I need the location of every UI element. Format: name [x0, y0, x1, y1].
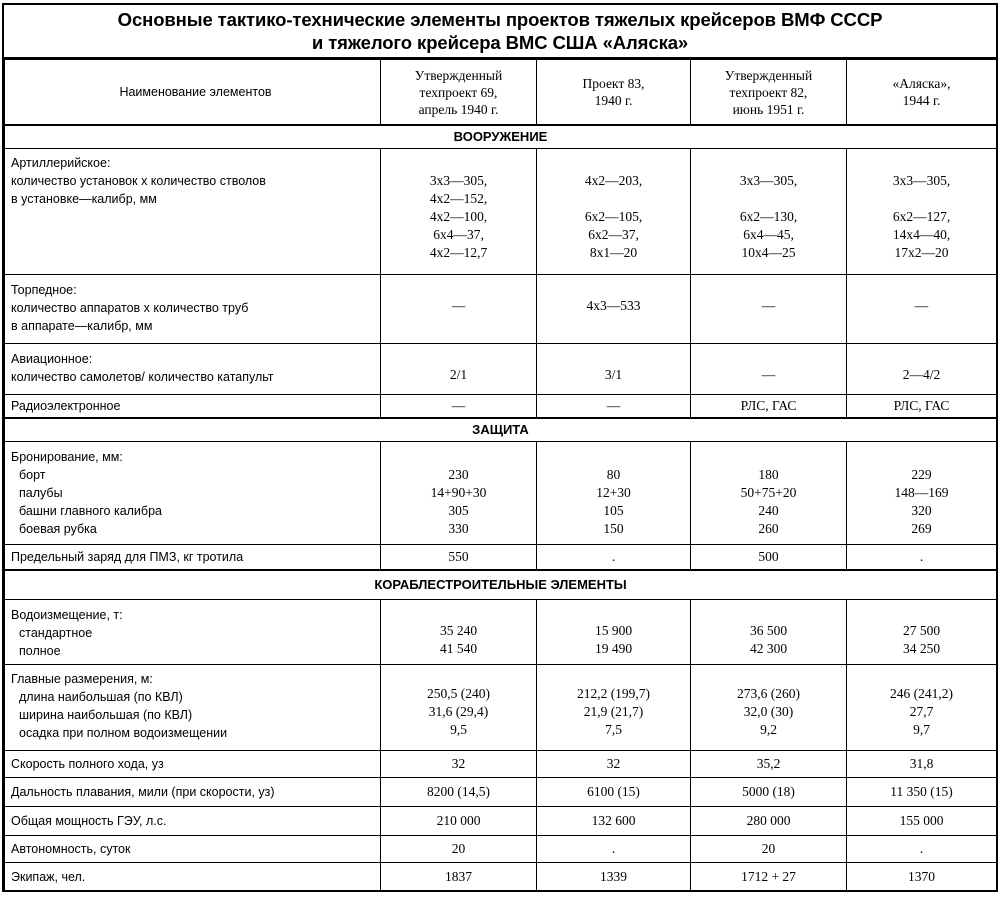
header-col3-line: июнь 1951 г.: [732, 101, 805, 117]
header-row: [5, 60, 997, 126]
value-line: 6x2—37,: [588, 227, 639, 242]
section-armament: [5, 125, 997, 149]
sublabel-line: полное: [19, 644, 61, 658]
specs-table: [4, 59, 997, 891]
value-line: 3x3—305,: [739, 173, 798, 188]
cell-col1: 8200 (14,5): [381, 778, 537, 807]
value-line: 50+75+20: [740, 485, 797, 500]
value-line: 15 900: [594, 623, 633, 638]
row-label: Дальность плавания, мили (при скорости, уз): [5, 778, 381, 807]
cell-col3: [691, 665, 847, 751]
row-label: Общая мощность ГЭУ, л.с.: [5, 807, 381, 836]
sublabel-line: борт: [19, 468, 46, 482]
value-line: 10x4—25: [741, 245, 796, 260]
value-line: 4x2—100,: [429, 209, 488, 224]
cell-col1: —: [381, 275, 537, 344]
row-artillery: [5, 149, 997, 275]
header-name: Наименование элементов: [5, 60, 381, 126]
blank-line: [691, 190, 846, 208]
title-line-2: и тяжелого крейсера ВМС США «Аляска»: [311, 32, 689, 53]
sublabel-line: стандартное: [19, 626, 93, 640]
row-power: [5, 807, 997, 836]
cell-col4: 155 000: [847, 807, 997, 836]
label-line: количество самолетов/ количество катапульт: [11, 370, 274, 384]
value-line: 7,5: [605, 722, 622, 737]
label-line: Главные размерения, м:: [11, 672, 153, 686]
header-col4-line: «Аляска»,: [892, 76, 951, 91]
cell-col4: .: [847, 836, 997, 863]
header-col1: [381, 60, 537, 126]
cell-col2: [537, 442, 691, 545]
row-aviation: [5, 344, 997, 395]
cell-col2: 3/1: [537, 344, 691, 395]
row-label: Предельный заряд для ПМЗ, кг тротила: [5, 545, 381, 571]
header-col4-line: 1944 г.: [902, 93, 941, 108]
section-shipbuilding: [5, 570, 997, 600]
row-crew: [5, 863, 997, 891]
value-line: 34 250: [902, 641, 941, 656]
row-pmz: [5, 545, 997, 571]
row-torpedo: [5, 275, 997, 344]
cell-col3: 280 000: [691, 807, 847, 836]
header-col2-line: Проект 83,: [582, 76, 645, 91]
sublabel-line: осадка при полном водоизмещении: [19, 726, 228, 740]
cell-col3: 5000 (18): [691, 778, 847, 807]
blank-line: [847, 190, 996, 208]
value-line: 148—169: [894, 485, 949, 500]
cell-col4: [847, 665, 997, 751]
value-line: 320: [911, 503, 932, 518]
cell-col4: —: [847, 275, 997, 344]
value-line: 246 (241,2): [890, 686, 953, 701]
cell-col4: .: [847, 545, 997, 571]
value-line: 240: [758, 503, 779, 518]
value-line: 269: [911, 521, 932, 536]
title-line-1: Основные тактико-технические элементы проектов тяжелых крейсеров ВМФ СССР: [117, 9, 883, 30]
label-line: количество аппаратов х количество труб: [11, 301, 249, 315]
value-line: 14x4—40,: [892, 227, 951, 242]
label-line: в аппарате—калибр, мм: [11, 319, 153, 333]
cell-col4: 2—4/2: [847, 344, 997, 395]
section-title: ЗАЩИТА: [5, 418, 997, 442]
value-line: 31,6 (29,4): [428, 704, 489, 719]
value-line: 17x2—20: [894, 245, 949, 260]
row-dimensions: [5, 665, 997, 751]
value-line: 212,2 (199,7): [576, 686, 651, 701]
header-col2-line: 1940 г.: [594, 93, 633, 108]
value-line: 35 240: [439, 623, 478, 638]
cell-col4: [847, 442, 997, 545]
document: [2, 3, 998, 892]
header-col3: [691, 60, 847, 126]
row-range: [5, 778, 997, 807]
value-line: 305: [448, 503, 469, 518]
row-radio: [5, 395, 997, 419]
header-col3-line: Утвержденный: [724, 67, 813, 83]
header-col1-line: техпроект 69,: [419, 84, 498, 100]
cell-col4: [847, 149, 997, 275]
value-line: 9,5: [450, 722, 467, 737]
section-title: КОРАБЛЕСТРОИТЕЛЬНЫЕ ЭЛЕМЕНТЫ: [5, 570, 997, 600]
header-col2: [537, 60, 691, 126]
row-label: Радиоэлектронное: [5, 395, 381, 419]
value-line: 273,6 (260): [737, 686, 800, 701]
cell-col3: [691, 149, 847, 275]
cell-col2: 4x3—533: [537, 275, 691, 344]
cell-col3: РЛС, ГАС: [691, 395, 847, 419]
sublabel-line: ширина наибольшая (по КВЛ): [19, 708, 193, 722]
cell-col2: [537, 149, 691, 275]
label-line: Торпедное:: [11, 283, 77, 297]
cell-col1: [381, 149, 537, 275]
value-line: 6x2—105,: [584, 209, 643, 224]
cell-col1: [381, 600, 537, 665]
cell-col2: 132 600: [537, 807, 691, 836]
cell-col4: 31,8: [847, 751, 997, 778]
value-line: 4x2—203,: [584, 173, 643, 188]
cell-col2: 1339: [537, 863, 691, 891]
cell-col1: [381, 665, 537, 751]
cell-col2: .: [537, 545, 691, 571]
value-line: 105: [603, 503, 624, 518]
cell-col2: 6100 (15): [537, 778, 691, 807]
cell-col2: 32: [537, 751, 691, 778]
value-line: 150: [603, 521, 624, 536]
value-line: 80: [606, 467, 621, 482]
cell-col3: 1712 + 27: [691, 863, 847, 891]
cell-col4: [847, 600, 997, 665]
header-col3-line: техпроект 82,: [729, 84, 808, 100]
cell-col1: 210 000: [381, 807, 537, 836]
value-line: 9,7: [913, 722, 930, 737]
sublabel-line: башни главного калибра: [19, 504, 162, 518]
value-line: 41 540: [439, 641, 478, 656]
header-col4: [847, 60, 997, 126]
row-label: [5, 344, 381, 395]
value-line: 230: [448, 467, 469, 482]
cell-col2: [537, 665, 691, 751]
value-line: 42 300: [749, 641, 788, 656]
cell-col4: 11 350 (15): [847, 778, 997, 807]
value-line: 19 490: [594, 641, 633, 656]
value-line: 14+90+30: [430, 485, 487, 500]
value-line: 3x3—305,: [429, 173, 488, 188]
label-line: Артиллерийское:: [11, 156, 111, 170]
row-label: [5, 665, 381, 751]
value-line: 6x4—37,: [433, 227, 484, 242]
cell-col3: 35,2: [691, 751, 847, 778]
value-line: 32,0 (30): [743, 704, 794, 719]
row-autonomy: [5, 836, 997, 863]
sublabel-line: палубы: [19, 486, 63, 500]
cell-col1: 550: [381, 545, 537, 571]
row-label: Автономность, суток: [5, 836, 381, 863]
cell-col1: 32: [381, 751, 537, 778]
cell-col4: 1370: [847, 863, 997, 891]
value-line: 8x1—20: [589, 245, 638, 260]
value-line: 6x2—127,: [892, 209, 951, 224]
row-label: [5, 149, 381, 275]
cell-col4: РЛС, ГАС: [847, 395, 997, 419]
value-line: 6x4—45,: [743, 227, 794, 242]
value-line: 12+30: [596, 485, 631, 500]
value-line: 6x2—130,: [739, 209, 798, 224]
cell-col3: [691, 600, 847, 665]
row-speed: [5, 751, 997, 778]
cell-col1: —: [381, 395, 537, 419]
value-line: 260: [758, 521, 779, 536]
cell-col1: 1837: [381, 863, 537, 891]
document-title: [4, 5, 996, 59]
cell-col1: [381, 442, 537, 545]
value-line: 9,2: [760, 722, 777, 737]
value-line: 27,7: [909, 704, 934, 719]
section-protection: [5, 418, 997, 442]
row-armor: [5, 442, 997, 545]
sublabel-line: боевая рубка: [19, 522, 97, 536]
row-displacement: [5, 600, 997, 665]
row-label: [5, 275, 381, 344]
cell-col3: [691, 442, 847, 545]
row-label: [5, 442, 381, 545]
value-line: 36 500: [749, 623, 788, 638]
label-line: Бронирование, мм:: [11, 450, 123, 464]
value-line: 250,5 (240): [427, 686, 490, 701]
value-line: 229: [911, 467, 932, 482]
cell-col1: 2/1: [381, 344, 537, 395]
row-label: Экипаж, чел.: [5, 863, 381, 891]
value-line: 21,9 (21,7): [583, 704, 644, 719]
cell-col3: 20: [691, 836, 847, 863]
cell-col2: .: [537, 836, 691, 863]
section-title: ВООРУЖЕНИЕ: [5, 125, 997, 149]
cell-col2: —: [537, 395, 691, 419]
value-line: 180: [758, 467, 779, 482]
cell-col3: —: [691, 344, 847, 395]
value-line: 330: [448, 521, 469, 536]
header-col1-line: апрель 1940 г.: [418, 101, 499, 117]
cell-col3: —: [691, 275, 847, 344]
value-line: 4x2—12,7: [429, 245, 488, 260]
row-label: Скорость полного хода, уз: [5, 751, 381, 778]
label-line: в установке—калибр, мм: [11, 192, 157, 206]
header-col1-line: Утвержденный: [414, 67, 503, 83]
cell-col1: 20: [381, 836, 537, 863]
label-line: Авиационное:: [11, 352, 93, 366]
value-line: 4x2—152,: [429, 191, 488, 206]
cell-col2: [537, 600, 691, 665]
value-line: 27 500: [902, 623, 941, 638]
label-line: Водоизмещение, т:: [11, 608, 123, 622]
sublabel-line: длина наибольшая (по КВЛ): [19, 690, 183, 704]
row-label: [5, 600, 381, 665]
label-line: количество установок х количество стволов: [11, 174, 266, 188]
value-line: 3x3—305,: [892, 173, 951, 188]
cell-col3: 500: [691, 545, 847, 571]
blank-line: [537, 190, 690, 208]
